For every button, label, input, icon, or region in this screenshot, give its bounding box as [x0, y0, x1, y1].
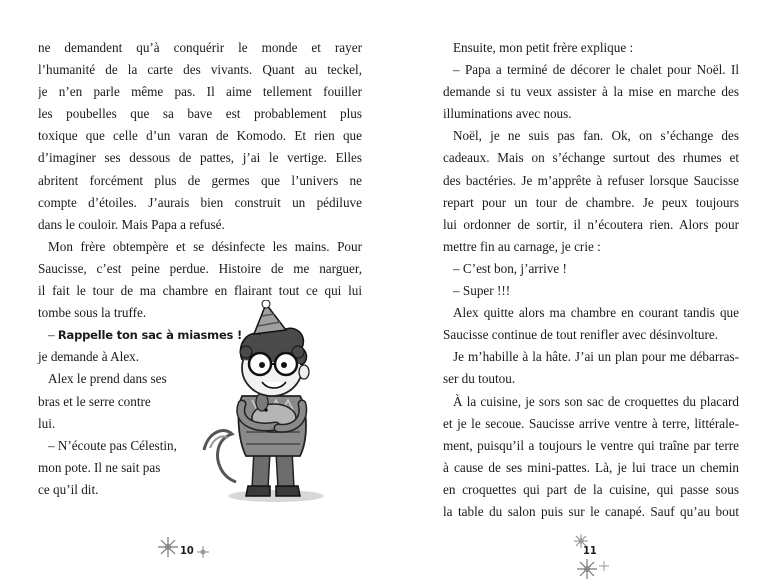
text-line: – C’est bon, j’arrive ! — [453, 260, 567, 276]
sparkle-icon — [156, 535, 180, 559]
text-line: Mon frère obtempère et se désinfecte les mains. Pour — [48, 238, 362, 254]
text-line: Alex le prend dans ses — [48, 371, 167, 387]
text-line: abritent forcément plus de germes que l’univers ne — [38, 172, 362, 188]
text-line: dans le couloir. Mais Papa a refusé. — [38, 216, 225, 232]
text-line: bras et le serre contre — [38, 393, 151, 409]
text-line: Alex quitte alors ma chambre en courant tandis que — [453, 305, 739, 321]
text-line: ment, puisqu’il a toujours le ventre qui traîne par terre — [443, 437, 739, 453]
text-line: À la cuisine, je sors son sac de croquettes du placard — [453, 393, 739, 409]
text-line: cadeaux. Mais on s’échange surtout des rhumes et — [443, 150, 739, 166]
sparkle-icon — [196, 545, 210, 559]
text-line: repart pour un tour de chambre. Je peux toujours — [443, 194, 739, 210]
dash: – — [48, 327, 58, 343]
sparkle-icon — [576, 558, 598, 580]
text-line: mettre fin au carnage, je crie : — [443, 238, 601, 254]
text-line: Je m’habille à la hâte. J’ai un plan pour me débarras- — [453, 349, 739, 365]
text-line: la table du salon puis sur le canapé. Sauf qu’au bout — [443, 503, 739, 519]
text-line: l’humanité de la carte des vivants. Quant au teckel, — [38, 62, 362, 78]
page-number: 10 — [180, 544, 194, 557]
text-line: – Super !!! — [453, 283, 511, 299]
text-line: lui. — [38, 415, 56, 431]
boy-hugging-dog-illustration — [196, 300, 346, 505]
text-line: – N’écoute pas Célestin, — [48, 437, 177, 453]
text-line: les poubelles que sa bave est probablement plus — [38, 106, 362, 122]
text-line: Noël, je ne suis pas fan. Ok, on s’échange des — [453, 128, 739, 144]
text-line: je n’en parle même pas. Il aime tellement fouiller — [38, 84, 362, 100]
text-line: demande si tu veux assister à la mise en marche des — [443, 84, 739, 100]
text-line: mon pote. Il ne sait pas — [38, 459, 161, 475]
text-line: ne demandent qu’à conquérir le monde et rayer — [38, 40, 362, 55]
text-line: je demande à Alex. — [38, 349, 140, 365]
text-line: d’imaginer ses dessous de pattes, j’ai le vertige. Elles — [38, 150, 362, 166]
text-line: tombe sous la truffe. — [38, 305, 147, 321]
page-number: 11 — [583, 544, 597, 557]
text-line: Ensuite, mon petit frère explique : — [453, 40, 634, 55]
text-line: toxique que celle d’un varan de Komodo. Et rien que — [38, 128, 362, 144]
right-page — [390, 0, 780, 585]
text-line: Saucisse continue de tout renifler avec désinvolture. — [443, 327, 719, 343]
text-line: compte d’étoiles. J’aurais bien construit un pédiluve — [38, 194, 362, 210]
text-line: illuminations avec nous. — [443, 106, 572, 122]
text-line: lui ordonner de sortir, il n’écoutera rien. Alors pour — [443, 216, 739, 232]
text-line: Saucisse, c’est peine perdue. Histoire de me narguer, — [38, 260, 362, 276]
text-line: et je le secoue. Saucisse arrive ventre à terre, littérale- — [443, 415, 739, 431]
right-page-text — [443, 37, 739, 523]
text-line: à cause de ses mini-pattes. Là, je lui trace un chemin — [443, 459, 739, 475]
text-line: en croquettes qui part de la cuisine, qui passe sous — [443, 481, 739, 497]
text-line: il fait le tour de ma chambre en flairant tout ce qui lui — [38, 283, 362, 299]
text-line: ser du toutou. — [443, 371, 516, 387]
text-line: – Papa a terminé de décorer le chalet pour Noël. Il — [453, 62, 739, 78]
handwritten-dialogue: Rappelle ton sac à miasmes ! — [57, 328, 243, 343]
text-line: des bactéries. Je m’apprête à refuser lorsque Saucisse — [443, 172, 739, 188]
sparkle-icon — [598, 560, 610, 572]
text-line: ce qu’il dit. — [38, 481, 99, 497]
